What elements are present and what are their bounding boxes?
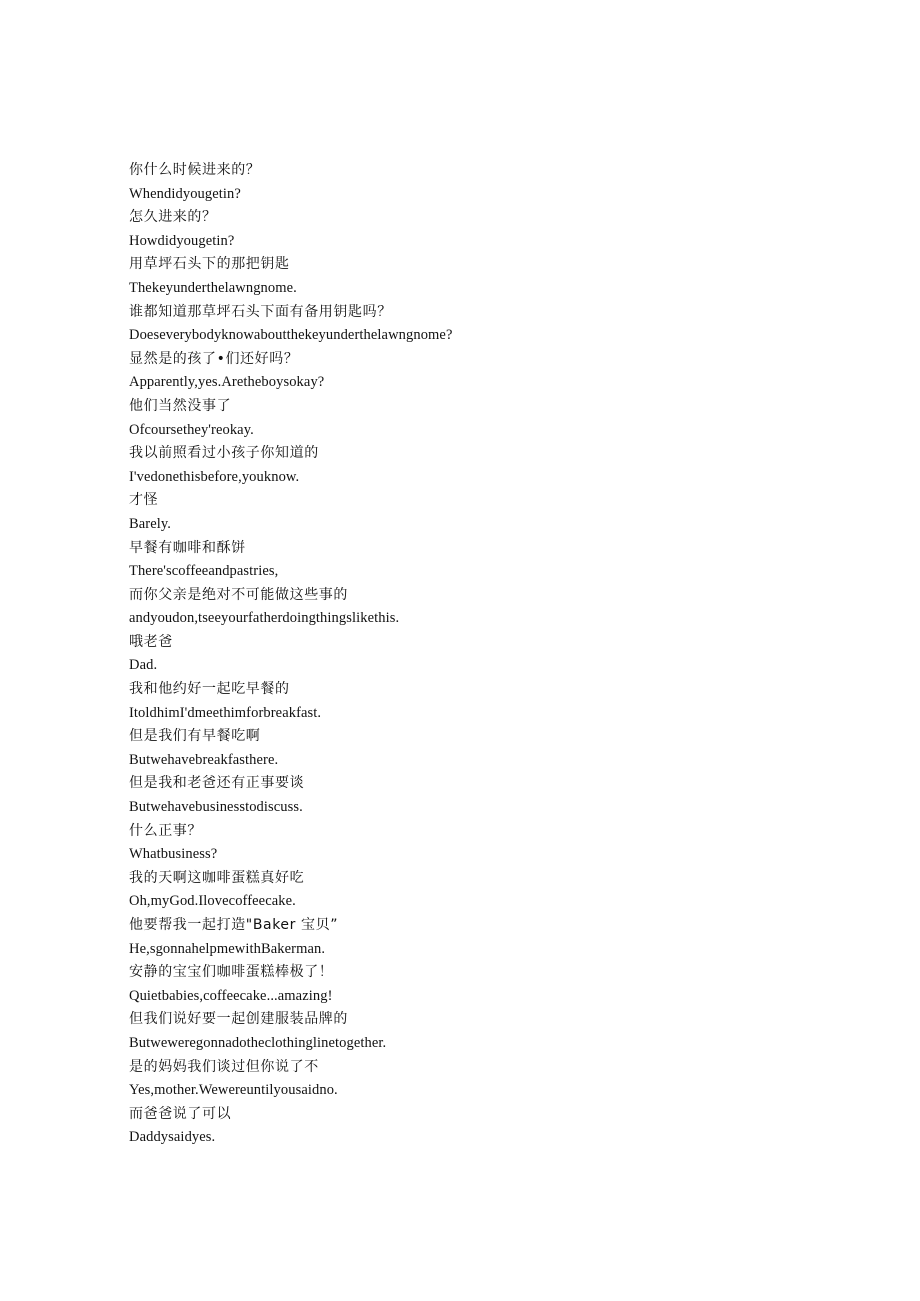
chinese-subtitle-line: 用草坪石头下的那把钥匙 xyxy=(129,256,290,273)
chinese-subtitle-line: 安静的宝宝们咖啡蛋糕棒极了！ xyxy=(129,964,334,981)
english-subtitle-line: Daddysaidyes. xyxy=(129,1129,216,1146)
english-subtitle-line: Doeseverybodyknowaboutthekeyunderthelawngnome? xyxy=(129,327,453,344)
english-subtitle-line: Whatbusiness? xyxy=(129,846,218,863)
english-subtitle-line: Butwehavebreakfasthere. xyxy=(129,751,279,768)
chinese-subtitle-line: 而爸爸说了可以 xyxy=(129,1105,232,1122)
chinese-subtitle-line: 我以前照看过小孩子你知道的 xyxy=(129,445,319,462)
english-subtitle-line: Barely. xyxy=(129,515,172,532)
chinese-subtitle-line: 是的妈妈我们谈过但你说了不 xyxy=(129,1058,319,1075)
chinese-subtitle-line: 才怪 xyxy=(129,492,159,509)
english-subtitle-line: Butwehavebusinesstodiscuss. xyxy=(129,799,303,816)
chinese-subtitle-line: 什么正事？ xyxy=(129,822,202,839)
english-subtitle-line: Thekeyunderthelawngnome. xyxy=(129,279,297,296)
english-subtitle-line: Yes,mother.Wewereuntilyousaidno. xyxy=(129,1082,338,1099)
english-subtitle-line: There'scoffeeandpastries, xyxy=(129,563,279,580)
english-subtitle-line: ItoldhimI'dmeethimforbreakfast. xyxy=(129,704,322,721)
chinese-subtitle-line: 但是我们有早餐吃啊 xyxy=(129,728,261,745)
chinese-subtitle-line: 你什么时候进来的？ xyxy=(129,162,261,178)
english-subtitle-line: He,sgonnahelpmewithBakerman. xyxy=(129,940,326,957)
chinese-subtitle-line: 谁都知道那草坪石头下面有备用钥匙吗？ xyxy=(129,303,392,320)
english-subtitle-line: Butweweregonnadotheclothinglinetogether. xyxy=(129,1034,387,1051)
chinese-subtitle-line: 显然是的孩了•们还好吗？ xyxy=(129,350,299,367)
chinese-subtitle-line: 怎久进来的？ xyxy=(129,209,217,226)
chinese-subtitle-line: 但我们说好要一起创建服装品牌的 xyxy=(129,1011,348,1028)
chinese-subtitle-line: 早餐有咖啡和酥饼 xyxy=(129,539,246,556)
chinese-subtitle-line: 我的天啊这咖啡蛋糕真好吃 xyxy=(129,869,305,886)
chinese-subtitle-line: 但是我和老爸还有正事要谈 xyxy=(129,775,305,792)
english-subtitle-line: Apparently,yes.Aretheboysokay? xyxy=(129,374,325,391)
chinese-subtitle-line: 他要帮我一起打造"Baker 宝贝” xyxy=(129,917,339,933)
transcript-lines xyxy=(129,159,889,1150)
chinese-subtitle-line: 哦老爸 xyxy=(129,633,173,650)
english-subtitle-line: Quietbabies,coffeecake...amazing! xyxy=(129,987,333,1004)
english-subtitle-line: Oh,myGod.Ilovecoffeecake. xyxy=(129,893,296,910)
english-subtitle-line: Whendidyougetin? xyxy=(129,185,241,202)
english-subtitle-line: Howdidyougetin? xyxy=(129,232,235,249)
english-subtitle-line: Ofcoursethey'reokay. xyxy=(129,421,254,438)
chinese-subtitle-line: 而你父亲是绝对不可能做这些事的 xyxy=(129,586,348,603)
chinese-subtitle-line: 我和他约好一起吃早餐的 xyxy=(129,681,290,698)
english-subtitle-line: Dad. xyxy=(129,657,158,674)
english-subtitle-line: I'vedonethisbefore,youknow. xyxy=(129,468,300,485)
chinese-subtitle-line: 他们当然没事了 xyxy=(129,397,232,414)
english-subtitle-line: andyoudon,tseeyourfatherdoingthingslikethis. xyxy=(129,610,400,627)
